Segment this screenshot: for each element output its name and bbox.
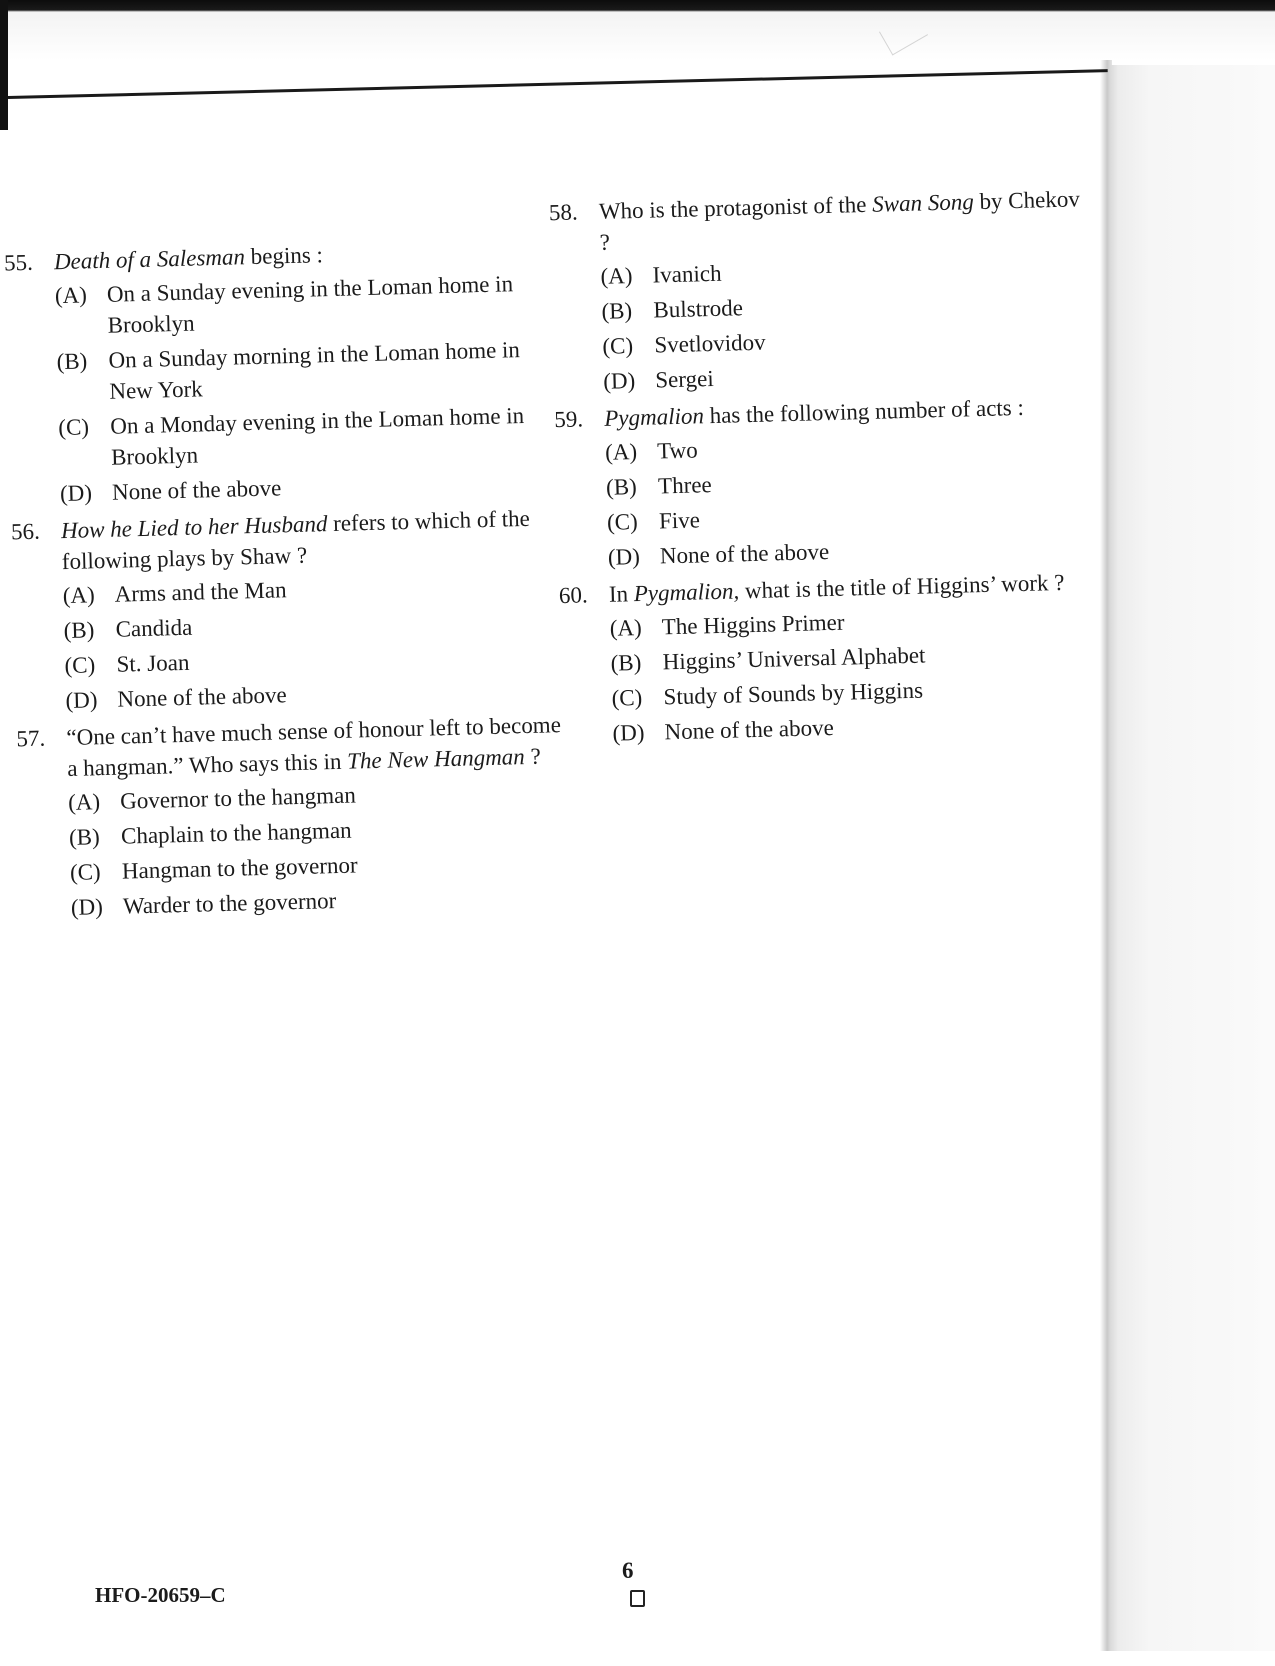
answer-options: [600, 248, 1098, 397]
question-number: 59.: [553, 406, 584, 433]
option-text: Governor to the hangman: [119, 782, 357, 814]
work-title: How he Lied to her Husband: [60, 511, 328, 544]
option-letter: (B): [601, 298, 633, 324]
work-title: Swan Song: [871, 189, 975, 217]
question-text: [61, 502, 572, 577]
option-letter: (C): [69, 859, 101, 885]
option-letter: (D): [59, 480, 93, 507]
option-letter: (C): [611, 684, 643, 711]
option-letter: (A): [67, 789, 101, 816]
question-text-suffix: ?: [524, 743, 542, 770]
question-text: [66, 709, 577, 784]
question-text-suffix: begins :: [244, 242, 324, 270]
option-text: None of the above: [664, 714, 835, 745]
option-letter: (A): [600, 263, 633, 289]
answer-options: [605, 424, 1103, 573]
question-text-prefix: In: [608, 581, 635, 607]
paper-code: HFO-20659–C: [95, 1583, 226, 1607]
option-text: Candida: [115, 614, 193, 642]
option-text: On a Monday evening in the Loman home in Brooklyn: [110, 402, 525, 470]
question-text-suffix: refers to which of the following plays by Shaw ?: [61, 505, 531, 575]
option-text: The Higgins Primer: [661, 609, 845, 640]
page-number: 6: [622, 1558, 634, 1583]
option-text: Two: [656, 437, 699, 464]
right-question-column: [548, 183, 1107, 756]
option-letter: (D): [602, 368, 636, 394]
answer-option: [58, 399, 569, 474]
option-letter: (B): [610, 649, 642, 676]
option-text: On a Sunday morning in the Loman home in New York: [108, 337, 521, 404]
left-question-column: [4, 233, 582, 930]
work-title: The New Hangman: [346, 744, 526, 774]
option-text: Chaplain to the hangman: [120, 817, 352, 849]
option-letter: (A): [62, 582, 96, 609]
question-text-prefix: “One can’t have much sense of honour left to become a hangman.” Who says this in: [66, 712, 562, 782]
option-text: Bulstrode: [653, 295, 744, 323]
question-text-prefix: Who is the protagonist of the: [598, 191, 873, 224]
question-number: 56.: [10, 518, 41, 545]
option-letter: (A): [609, 614, 643, 641]
answer-options: [68, 774, 581, 923]
option-text: Three: [657, 472, 713, 499]
answer-options: [609, 600, 1107, 749]
question: [4, 233, 571, 511]
question-text-suffix: by Chekov ?: [599, 186, 1081, 255]
option-text: Five: [658, 507, 701, 534]
option-letter: (B): [605, 474, 638, 500]
option-text: Study of Sounds by Higgins: [663, 677, 924, 710]
option-text: Sergei: [654, 365, 714, 393]
option-text: Ivanich: [652, 260, 722, 288]
question-number: 55.: [3, 249, 34, 276]
option-letter: (B): [68, 824, 101, 850]
option-text: None of the above: [111, 475, 282, 505]
option-text: St. Joan: [116, 649, 190, 677]
option-text: Higgins’ Universal Alphabet: [662, 642, 926, 675]
question-text-suffix: has the following number of acts :: [703, 394, 1025, 429]
option-letter: (C): [606, 509, 639, 535]
option-text: Warder to the governor: [122, 888, 337, 919]
work-title: Death of a Salesman: [53, 244, 246, 275]
option-text: Arms and the Man: [114, 577, 287, 607]
option-letter: (A): [54, 282, 88, 309]
option-text: Svetlovidov: [654, 329, 766, 358]
question-text: [598, 183, 1094, 258]
option-letter: (D): [70, 894, 104, 920]
question: [11, 502, 576, 718]
work-title: Pygmalion,: [633, 578, 740, 607]
question: [559, 566, 1108, 750]
question: [16, 709, 581, 925]
option-letter: (C): [64, 652, 96, 679]
answer-option: [56, 333, 567, 408]
option-letter: (D): [65, 687, 98, 714]
question-text-suffix: what is the title of Higgins’ work ?: [738, 569, 1065, 604]
option-text: Hangman to the governor: [121, 852, 358, 884]
page-marker-box: [630, 1590, 645, 1607]
answer-options: [62, 567, 575, 716]
answer-option: [54, 267, 565, 342]
option-text: None of the above: [117, 682, 287, 712]
answer-options: [54, 267, 570, 509]
question: [548, 183, 1098, 398]
option-letter: (A): [604, 438, 638, 465]
option-letter: (D): [607, 543, 641, 570]
question-number: 60.: [558, 582, 588, 609]
question-number: 58.: [548, 199, 578, 226]
work-title: Pygmalion: [603, 403, 705, 431]
option-letter: (D): [612, 719, 645, 746]
question: [554, 390, 1103, 574]
option-letter: (B): [63, 617, 95, 644]
option-letter: (C): [58, 414, 90, 441]
option-letter: (C): [602, 333, 634, 359]
option-letter: (B): [56, 348, 88, 375]
question-number: 57.: [16, 725, 46, 752]
option-text: On a Sunday evening in the Loman home in Brooklyn: [106, 271, 514, 338]
option-text: None of the above: [659, 539, 830, 569]
